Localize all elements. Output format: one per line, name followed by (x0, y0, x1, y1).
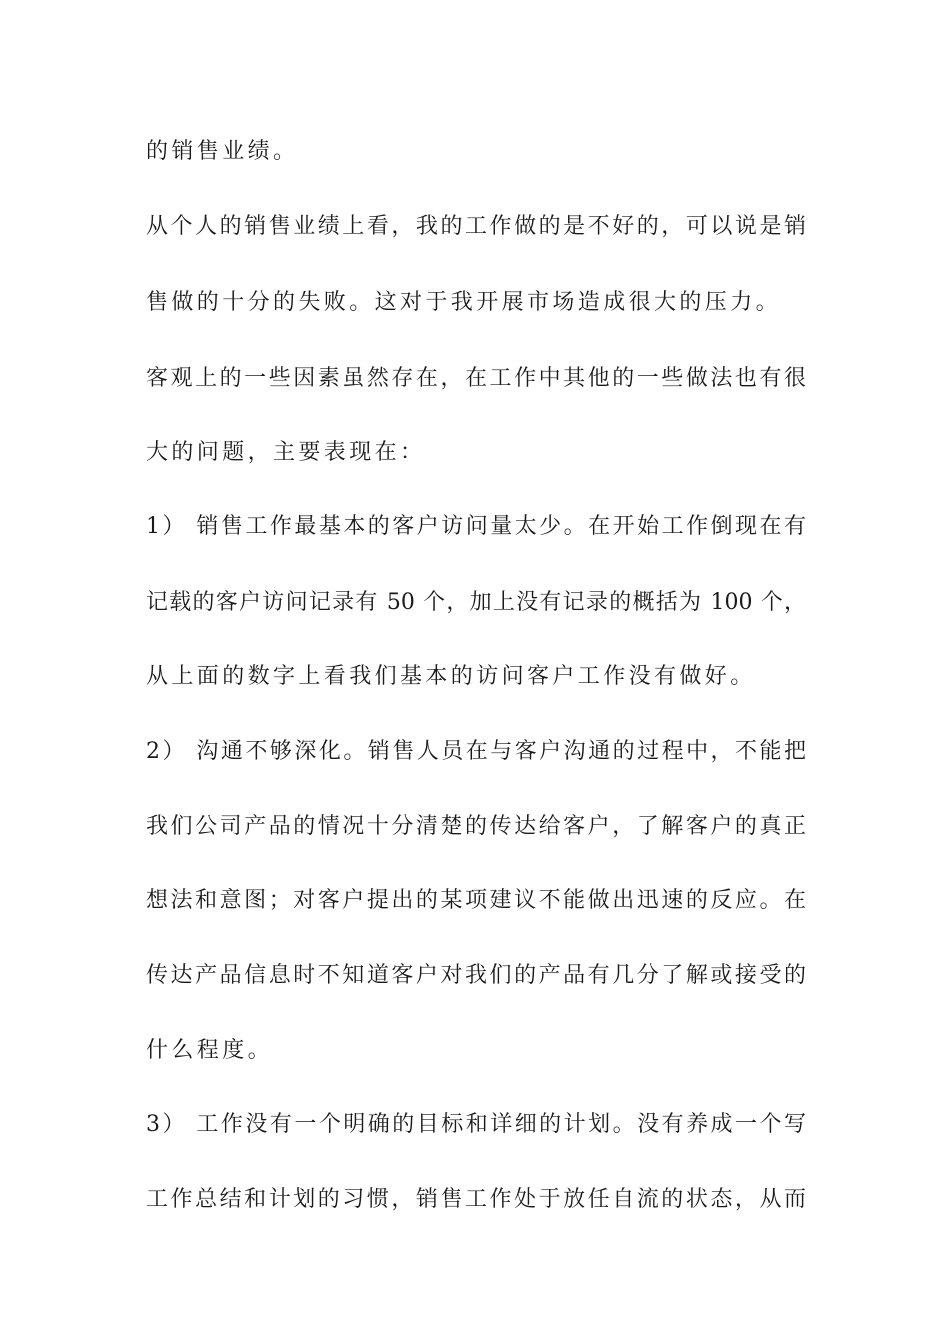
list-item-2-line: 2） 沟通不够深化。销售人员在与客户沟通的过程中，不能把 (146, 739, 806, 764)
text-line: 售做的十分的失败。这对于我开展市场造成很大的压力。 (146, 290, 782, 315)
text-line: 想法和意图；对客户提出的某项建议不能做出迅速的反应。在 (146, 888, 806, 913)
text-line: 的销售业绩。 (146, 139, 299, 164)
text-line: 记载的客户访问记录有 50 个，加上没有记录的概括为 100 个， (146, 590, 806, 615)
text-line: 从个人的销售业绩上看，我的工作做的是不好的，可以说是销 (146, 214, 806, 239)
text-line: 大的问题，主要表现在： (146, 440, 426, 465)
text-line: 什么程度。 (146, 1038, 274, 1063)
text-line: 我们公司产品的情况十分清楚的传达给客户，了解客户的真正 (146, 814, 806, 839)
list-item-3-line: 3） 工作没有一个明确的目标和详细的计划。没有养成一个写 (146, 1112, 806, 1137)
text-line: 传达产品信息时不知道客户对我们的产品有几分了解或接受的 (146, 963, 806, 988)
list-item-1-line: 1） 销售工作最基本的客户访问量太少。在开始工作倒现在有 (146, 514, 806, 539)
text-line: 从上面的数字上看我们基本的访问客户工作没有做好。 (146, 664, 756, 689)
text-line: 客观上的一些因素虽然存在，在工作中其他的一些做法也有很 (146, 366, 806, 391)
text-line: 工作总结和计划的习惯，销售工作处于放任自流的状态，从而 (146, 1187, 806, 1212)
